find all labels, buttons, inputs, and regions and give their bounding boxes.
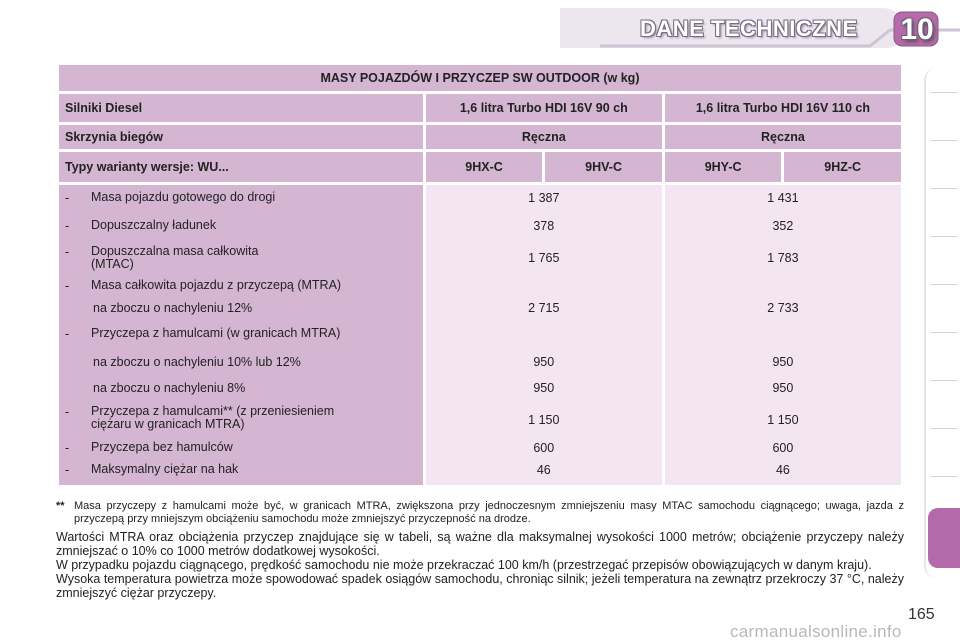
value-cell: 950: [772, 381, 794, 395]
tab-divider: [930, 428, 958, 429]
type-9hv: 9HV-C: [545, 152, 662, 182]
value-cell: 600: [533, 441, 555, 455]
chapter-number: 10: [900, 13, 934, 46]
footnote-text: Masa przyczepy z hamulcami może być, w granicach MTRA, zwiększona przy jednoczesnym zmniejszeniu masy MTAC samochodu ciągnącego; uwaga, jazda z przyczepą przy mniejszym obciążeniu samochodu może zmniejszyć przyczepność na drodze.: [74, 500, 904, 525]
value-cell: 352: [772, 219, 794, 233]
tab-divider: [930, 140, 958, 141]
side-tabs: [920, 60, 960, 580]
gearbox-label: Skrzynia biegów: [59, 125, 423, 149]
paragraph: Wysoka temperatura powietrza może spowodować spadek osiągów samochodu, chroniąc silnik; jeżeli temperatura na zewnątrz przekroczy 37 °C, należy zmniejszyć ciężar przyczepy.: [56, 572, 904, 600]
tab-divider: [930, 284, 958, 285]
value-cell: 2 715: [528, 301, 560, 315]
chapter-badge: [892, 10, 942, 50]
value-cell: 1 387: [528, 191, 560, 205]
values-col-2: [665, 185, 901, 485]
row-labels: - Masa pojazdu gotowego do drogi - Dopuszczalny ładunek - Dopuszczalna masa całkowita (MTAC) - Masa całkowita pojazdu z przyczepą (MTRA) na zboczu o nachyleniu 12% - Przyczepa z hamulcami (w granicach MTRA) na zboczu o nachyleniu 10% lub 12% na zboczu o nachyleniu 8% - Przyczepa z hamulcami** (z przeniesieniem ciężaru w granicach MTRA) - Przyczepa bez hamulców - Maksymalny ciężar na hak: [59, 185, 423, 485]
value-cell: 1 150: [528, 413, 560, 427]
table-title: MASY POJAZDÓW I PRZYCZEP SW OUTDOOR (w kg): [59, 65, 901, 91]
footnote-mark: **: [56, 500, 65, 512]
engine-label: Silniki Diesel: [59, 94, 423, 122]
type-9hy: 9HY-C: [665, 152, 782, 182]
page-title: DANE TECHNICZNE: [640, 16, 858, 41]
value-cell: 600: [772, 441, 794, 455]
gearbox-2: Ręczna: [665, 125, 901, 149]
value-cell: 2 733: [767, 301, 799, 315]
tab-divider: [930, 476, 958, 477]
type-9hx: 9HX-C: [426, 152, 543, 182]
tab-divider: [930, 236, 958, 237]
engine-90: 1,6 litra Turbo HDI 16V 90 ch: [426, 94, 662, 122]
value-cell: 46: [775, 463, 790, 477]
value-cell: 46: [536, 463, 551, 477]
types-label: Typy warianty wersje: WU...: [59, 152, 423, 182]
page-number: 165: [908, 606, 935, 623]
watermark: carmanualsonline.info: [730, 622, 902, 641]
paragraph: W przypadku pojazdu ciągnącego, prędkość samochodu nie może przekraczać 100 km/h (przestrzegać przepisów obowiązujących w danym kraju).: [56, 558, 872, 572]
body-text: [56, 530, 904, 600]
active-chapter-tab[interactable]: [928, 508, 960, 568]
engine-110: 1,6 litra Turbo HDI 16V 110 ch: [665, 94, 901, 122]
value-cell: 1 783: [767, 251, 799, 265]
value-cell: 950: [772, 355, 794, 369]
tab-divider: [930, 380, 958, 381]
value-cell: 1 150: [767, 413, 799, 427]
tab-divider: [930, 92, 958, 93]
value-cell: 1 765: [528, 251, 560, 265]
value-cell: 950: [533, 381, 555, 395]
values-col-1: [426, 185, 662, 485]
tab-divider: [930, 188, 958, 189]
paragraph: Wartości MTRA oraz obciążenia przyczep znajdujące się w tabeli, są ważne dla maksymalnej wysokości 1000 metrów; obciążenie przyczepy należy zmniejszać o 10% co 1000 metrów dodatkowej wysokości.: [56, 530, 904, 558]
footnote: [56, 500, 904, 526]
value-cell: 378: [533, 219, 555, 233]
tab-divider: [930, 332, 958, 333]
mass-spec-table: [56, 62, 904, 488]
value-cell: 1 431: [767, 191, 799, 205]
value-cell: 950: [533, 355, 555, 369]
gearbox-1: Ręczna: [426, 125, 662, 149]
type-9hz: 9HZ-C: [784, 152, 901, 182]
